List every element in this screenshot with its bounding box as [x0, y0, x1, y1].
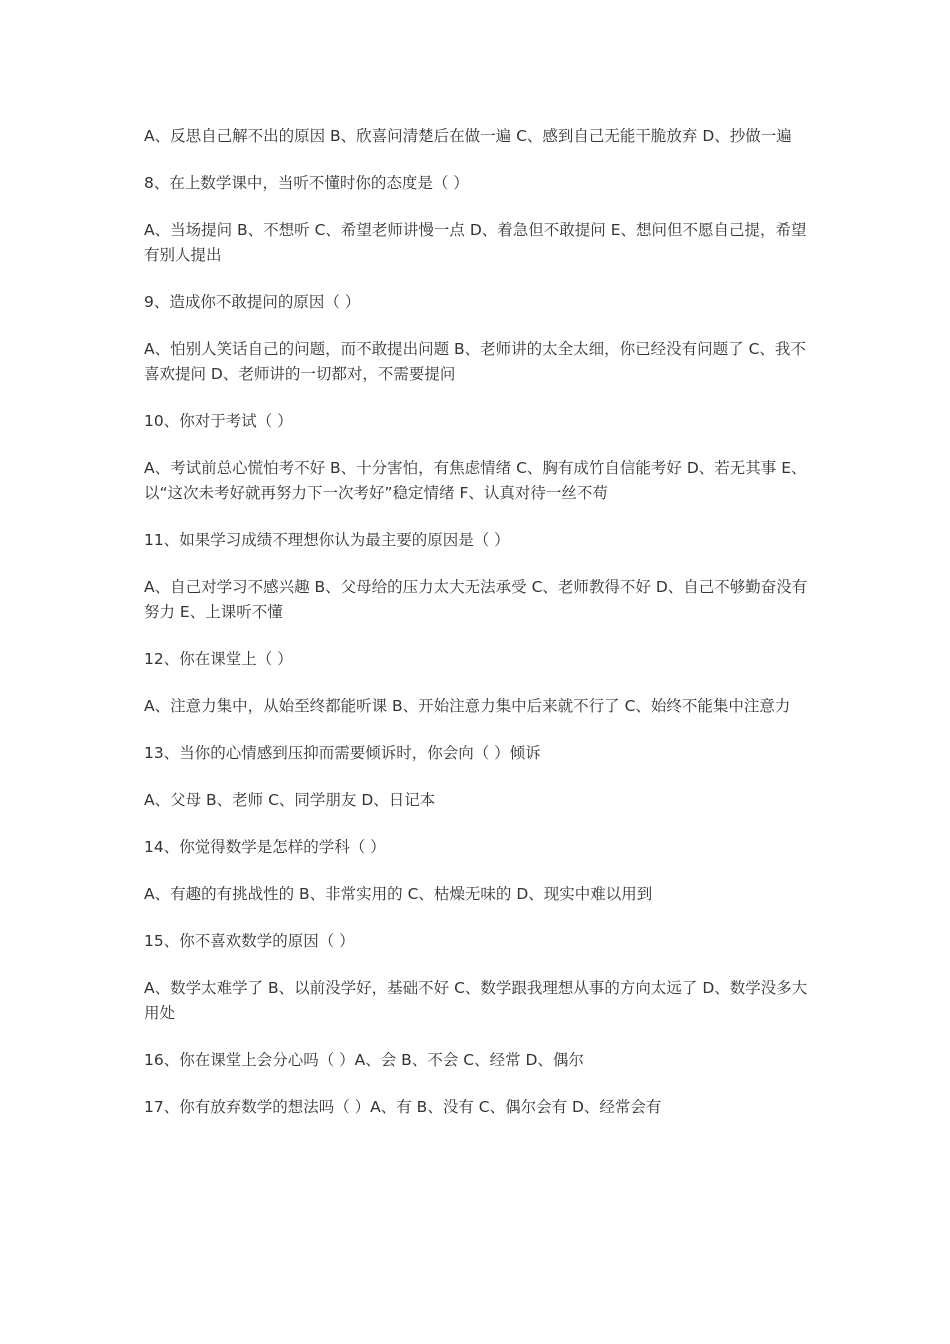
- q8-options: A、当场提问 B、不想听 C、希望老师讲慢一点 D、着急但不敢提问 E、想问但不愿自己提，希望有别人提出: [144, 221, 807, 264]
- q10-question: 10、你对于考试（ ）: [144, 412, 293, 430]
- q13-question: 13、当你的心情感到压抑而需要倾诉时，你会向（ ）倾诉: [144, 744, 541, 762]
- q7-options: A、反思自己解不出的原因 B、欣喜问清楚后在做一遍 C、感到自己无能干脆放弃 D、抄做一遍: [144, 127, 792, 145]
- q10-options: A、考试前总心慌怕考不好 B、十分害怕，有焦虑情绪 C、胸有成竹自信能考好 D、若无其事 E、以“这次未考好就再努力下一次考好”稳定情绪 F、认真对待一丝不苟: [144, 459, 807, 502]
- q9-options: A、怕别人笑话自己的问题，而不敢提出问题 B、老师讲的太全太细，你已经没有问题了 C、我不喜欢提问 D、老师讲的一切都对，不需要提问: [144, 340, 806, 383]
- document-body: [144, 124, 810, 1142]
- q11-question: 11、如果学习成绩不理想你认为最主要的原因是（ ）: [144, 531, 510, 549]
- q9-question: 9、造成你不敢提问的原因（ ）: [144, 293, 361, 311]
- q15-question: 15、你不喜欢数学的原因（ ）: [144, 932, 355, 950]
- q8-question: 8、在上数学课中，当听不懂时你的态度是（ ）: [144, 174, 469, 192]
- q17-question: 17、你有放弃数学的想法吗（ ）A、有 B、没有 C、偶尔会有 D、经常会有: [144, 1098, 662, 1116]
- q12-question: 12、你在课堂上（ ）: [144, 650, 293, 668]
- q16-question: 16、你在课堂上会分心吗（ ）A、会 B、不会 C、经常 D、偶尔: [144, 1051, 584, 1069]
- q12-options: A、注意力集中，从始至终都能听课 B、开始注意力集中后来就不行了 C、始终不能集中注意力: [144, 697, 791, 715]
- q13-options: A、父母 B、老师 C、同学朋友 D、日记本: [144, 791, 436, 809]
- q15-options: A、数学太难学了 B、以前没学好，基础不好 C、数学跟我理想从事的方向太远了 D、数学没多大用处: [144, 979, 808, 1022]
- q14-question: 14、你觉得数学是怎样的学科（ ）: [144, 838, 386, 856]
- q14-options: A、有趣的有挑战性的 B、非常实用的 C、枯燥无味的 D、现实中难以用到: [144, 885, 653, 903]
- q11-options: A、自己对学习不感兴趣 B、父母给的压力太大无法承受 C、老师教得不好 D、自己不够勤奋没有努力 E、上课听不懂: [144, 578, 808, 621]
